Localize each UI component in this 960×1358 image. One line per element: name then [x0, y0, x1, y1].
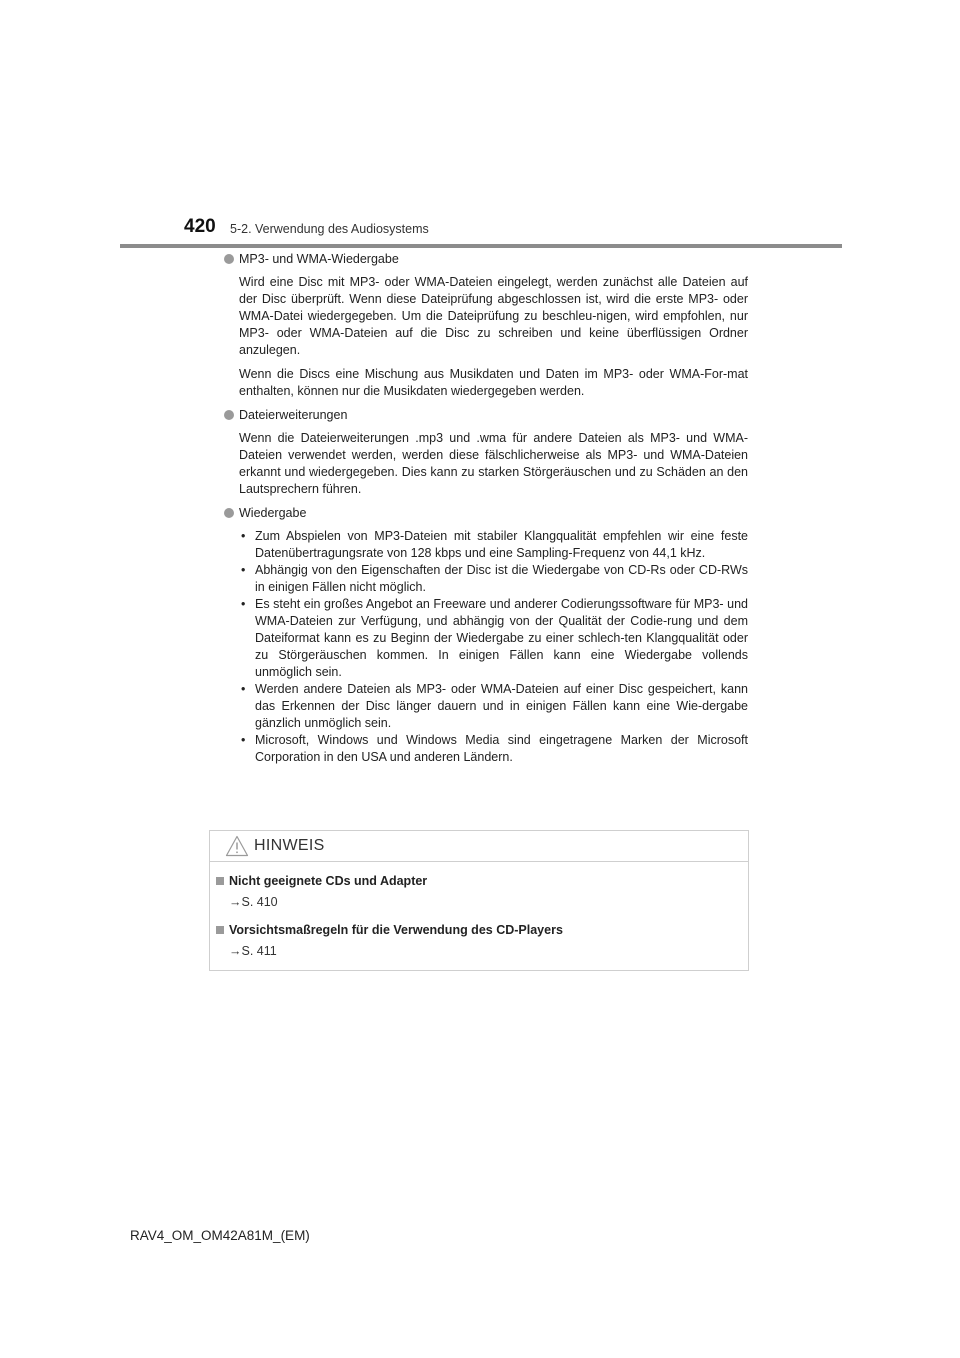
- bullet-mark: •: [241, 733, 246, 747]
- bullet-mark: •: [241, 682, 246, 696]
- page-number: 420: [184, 216, 216, 237]
- section-heading: Dateierweiterungen: [222, 407, 748, 424]
- section-title: 5-2. Verwendung des Audiosystems: [230, 222, 429, 236]
- bullet-dot-icon: [224, 410, 234, 420]
- list-item: • Abhängig von den Eigenschaften der Disc ist die Wiedergabe von CD-Rs oder CD-RWs in einigen Fällen nicht möglich.: [241, 563, 748, 594]
- list-item: • Microsoft, Windows und Windows Media sind eingetragene Marken der Microsoft Corporation in den USA und anderen Ländern.: [241, 733, 748, 764]
- section-heading: MP3- und WMA-Wiedergabe: [222, 251, 748, 268]
- header-rule: [120, 244, 842, 248]
- warning-triangle-icon: [225, 835, 249, 857]
- document-code: RAV4_OM_OM42A81M_(EM): [130, 1228, 310, 1243]
- section-heading: Wiedergabe: [222, 505, 748, 522]
- notice-title: HINWEIS: [254, 837, 325, 854]
- list-item: • Werden andere Dateien als MP3- oder WMA-Dateien auf einer Disc gespeichert, kann das Erkennen der Disc länger dauern und in einigen Fällen kann eine Wie-dergabe gänzlich unmöglich sein.: [241, 682, 748, 730]
- paragraph: Wird eine Disc mit MP3- oder WMA-Dateien eingelegt, werden zunächst alle Dateien auf der Disc überprüft. Wenn diese Dateiprüfung abgeschlossen ist, wird die erste MP3- oder WMA-Datei wiedergegeben. Um die Dateiprüfung zu beschleu-nigen, wird empfohlen, nur MP3- oder WMA-Dateien auf die Disc zu schreiben und keine überflüssigen Ordner anzulegen.: [239, 275, 748, 357]
- list-item: • Zum Abspielen von MP3-Dateien mit stabiler Klangqualität empfehlen wir eine feste Datenübertragungsrate von 128 kbps und eine Sampling-Frequenz von 44,1 kHz.: [241, 529, 748, 560]
- bullet-mark: •: [241, 597, 246, 611]
- page-reference: →S. 411: [229, 944, 277, 958]
- bullet-mark: •: [241, 563, 246, 577]
- bullet-dot-icon: [224, 508, 234, 518]
- bullet-mark: •: [241, 529, 246, 543]
- square-bullet-icon: [216, 926, 224, 934]
- bullet-list: [239, 528, 748, 766]
- page-reference: →S. 410: [229, 895, 278, 909]
- notice-item-heading: Vorsichtsmaßregeln für die Verwendung des CD-Players: [215, 922, 735, 939]
- paragraph: Wenn die Dateierweiterungen .mp3 und .wma für andere Dateien als MP3- und WMA-Dateien verwendet werden, werden diese fälschlicherweise als MP3- und WMA-Dateien erkannt und wiedergegeben. Dies kann zu starken Störgeräuschen und zu Schäden an den Lautsprechern führen.: [239, 431, 748, 496]
- square-bullet-icon: [216, 877, 224, 885]
- main-content: [222, 251, 748, 773]
- notice-item-heading: Nicht geeignete CDs und Adapter: [215, 873, 735, 890]
- list-item: • Es steht ein großes Angebot an Freeware und anderer Codierungssoftware für MP3- und WMA-Dateien zur Verfügung, und abhängig von der Qualität der Codie-rung und dem Dateiformat kann es zu Beginn der Wiedergabe zu einer schlech-ten Klangqualität oder zu Störgeräuschen kommen. In einigen Fällen kann eine Wiedergabe vollends unmöglich sein.: [241, 597, 748, 679]
- paragraph: Wenn die Discs eine Mischung aus Musikdaten und Daten im MP3- oder WMA-For-mat enthalten, können nur die Musikdaten wiedergegeben werden.: [239, 367, 748, 398]
- bullet-dot-icon: [224, 254, 234, 264]
- notice-body: [215, 873, 735, 971]
- notice-header: [210, 831, 748, 862]
- notice-box: [209, 830, 749, 971]
